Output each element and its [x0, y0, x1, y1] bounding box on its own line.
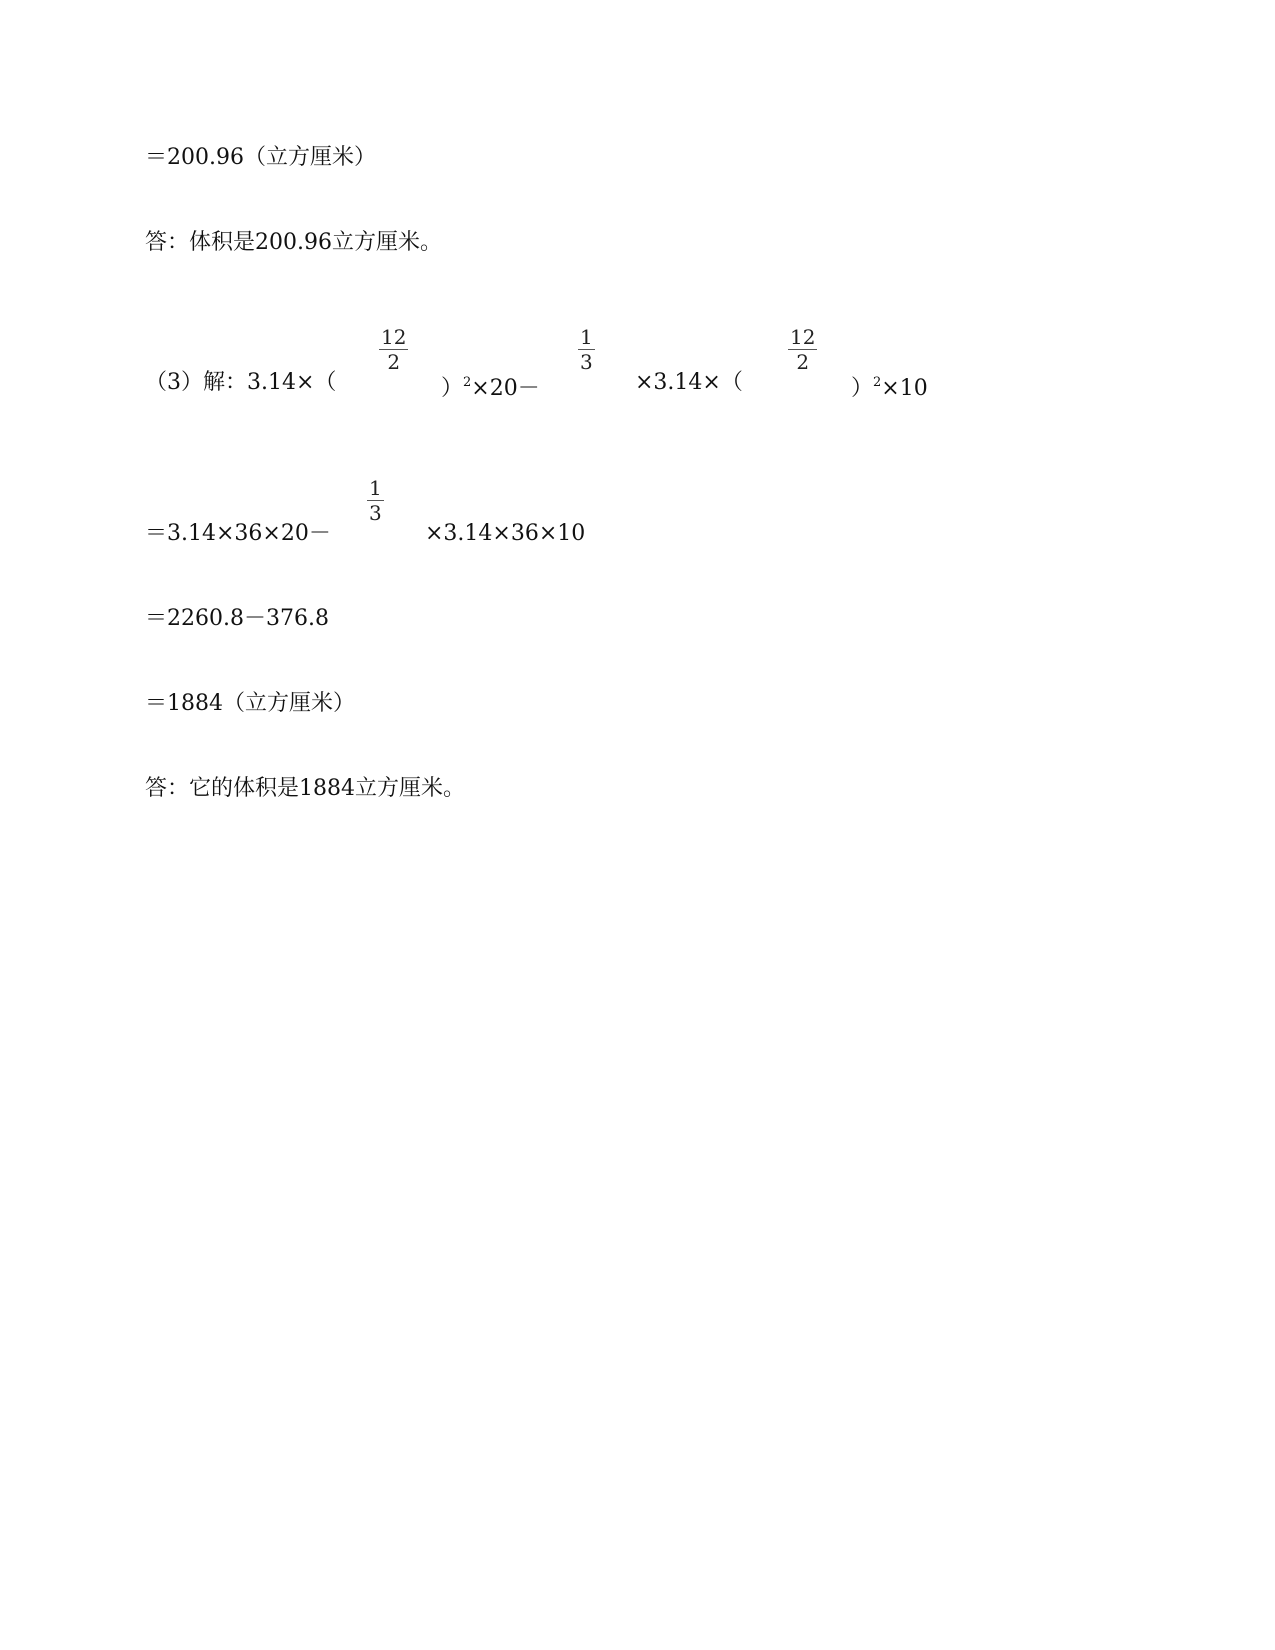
equation-line-result: ＝200.96（立方厘米）: [145, 145, 376, 170]
paren-text: ）: [851, 376, 874, 401]
suffix-text: ×10: [881, 376, 928, 401]
solution-line-3: [145, 325, 1045, 401]
fraction-denominator: 3: [369, 501, 382, 525]
answer-line-1: 答：体积是200.96立方厘米。: [145, 230, 442, 255]
fraction-12-over-2: [379, 326, 408, 373]
solution-prefix: （3）解：3.14×（: [145, 370, 337, 395]
fraction-numerator: 1: [369, 476, 382, 500]
fraction-12-over-2: [788, 326, 817, 373]
fraction-numerator: 12: [790, 325, 816, 349]
equation-line-5: ＝2260.8－376.8: [145, 606, 329, 631]
equation-line-4: [145, 476, 845, 549]
fraction-1-over-3: [367, 477, 384, 524]
fraction-denominator: 2: [796, 350, 810, 374]
equation-prefix: ＝3.14×36×20－: [145, 521, 331, 546]
multiply-segment: ×3.14×（: [635, 370, 743, 395]
close-paren-final: [851, 368, 928, 404]
fraction-denominator: 3: [580, 350, 593, 374]
fraction-numerator: 12: [381, 325, 407, 349]
answer-line-2: 答：它的体积是1884立方厘米。: [145, 776, 465, 801]
close-paren: [441, 368, 540, 404]
fraction-numerator: 1: [580, 325, 593, 349]
equation-line-6: ＝1884（立方厘米）: [145, 691, 355, 716]
paren-text: ）: [441, 376, 464, 401]
fraction-denominator: 2: [387, 350, 401, 374]
fraction-1-over-3: [578, 326, 595, 373]
equation-suffix: ×3.14×36×10: [425, 521, 586, 546]
operator-text: ×20－: [471, 376, 540, 401]
exponent: 2: [873, 375, 882, 390]
exponent: 2: [463, 375, 472, 390]
